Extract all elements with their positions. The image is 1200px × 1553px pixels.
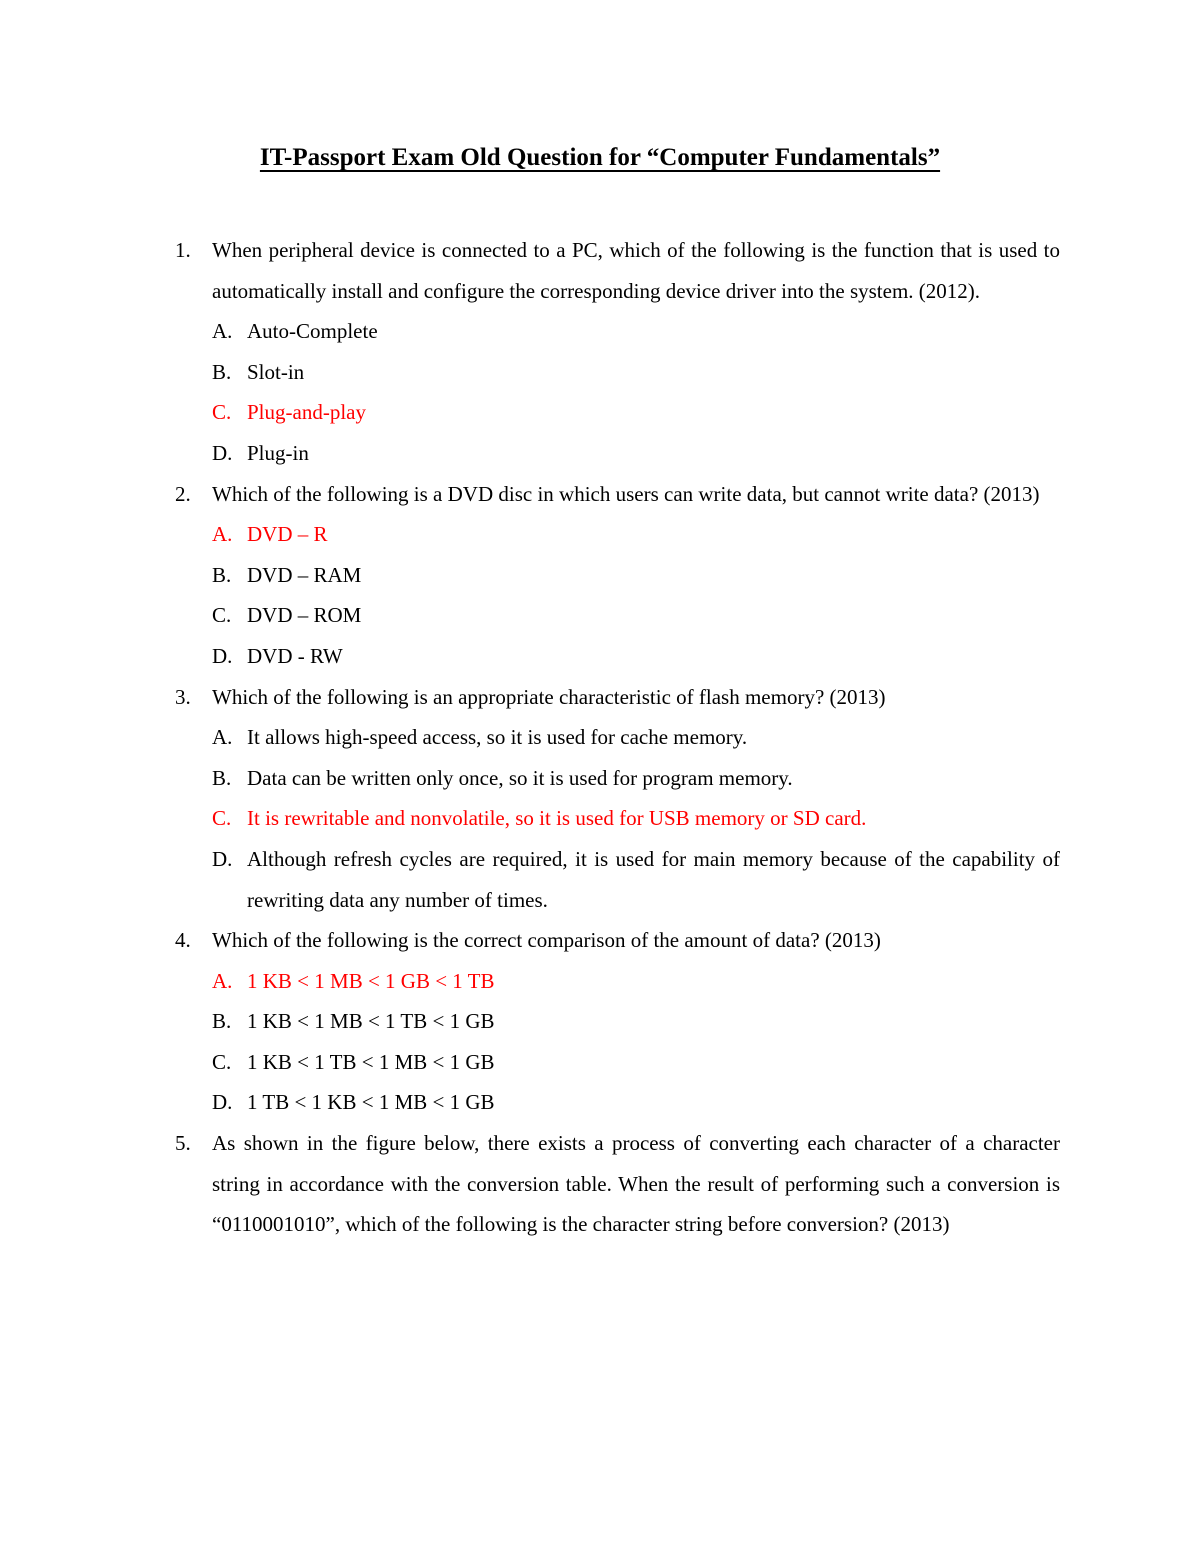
question-4 — [175, 920, 1060, 1123]
option-b — [212, 1001, 1060, 1042]
option-c — [212, 595, 1060, 636]
question-number: 3. — [175, 684, 191, 709]
option-d — [212, 839, 1060, 920]
option-letter: B. — [212, 765, 232, 790]
question-number: 2. — [175, 481, 191, 506]
option-letter: B. — [212, 359, 232, 384]
option-letter: A. — [212, 319, 233, 344]
option-text: It allows high-speed access, so it is used for cache memory. — [247, 725, 748, 750]
option-d — [212, 636, 1060, 677]
question-text: Which of the following is a DVD disc in which users can write data, but cannot write data? (2013) — [212, 481, 1040, 506]
option-c — [212, 1042, 1060, 1083]
option-text: 1 KB < 1 TB < 1 MB < 1 GB — [247, 1049, 495, 1074]
option-letter: C. — [212, 806, 232, 831]
option-letter: B. — [212, 562, 232, 587]
question-text: As shown in the figure below, there exists a process of converting each character of a character string in accordance with the conversion table. When the result of performing such a conversion is “0110001010”, which of the following is the character string before conversion? (2013) — [212, 1131, 1060, 1237]
option-text: DVD – ROM — [247, 603, 362, 628]
option-text: Plug-in — [247, 440, 309, 465]
option-text: DVD - RW — [247, 643, 343, 668]
question-list — [175, 230, 1060, 1245]
option-b — [212, 758, 1060, 799]
option-letter: D. — [212, 846, 233, 871]
question-number: 4. — [175, 928, 191, 953]
option-text: It is rewritable and nonvolatile, so it is used for USB memory or SD card. — [247, 806, 867, 831]
option-letter: C. — [212, 400, 232, 425]
question-number: 5. — [175, 1131, 191, 1156]
option-letter: D. — [212, 643, 233, 668]
option-text: Although refresh cycles are required, it is used for main memory because of the capability of rewriting data any number of times. — [247, 846, 1060, 912]
question-2 — [175, 474, 1060, 677]
option-text: 1 TB < 1 KB < 1 MB < 1 GB — [247, 1090, 495, 1115]
option-text: Data can be written only once, so it is used for program memory. — [247, 765, 793, 790]
option-text: Auto-Complete — [247, 319, 378, 344]
option-letter: B. — [212, 1009, 232, 1034]
option-text: Plug-and-play — [247, 400, 366, 425]
question-5 — [175, 1123, 1060, 1245]
option-letter: C. — [212, 603, 232, 628]
option-list — [212, 717, 1060, 920]
option-text: DVD – RAM — [247, 562, 362, 587]
option-letter: C. — [212, 1049, 232, 1074]
option-a-correct-answer — [212, 514, 1060, 555]
option-c-correct-answer — [212, 392, 1060, 433]
option-b — [212, 352, 1060, 393]
question-text: When peripheral device is connected to a PC, which of the following is the function that is used to automatically install and configure the corresponding device driver into the system. (2012). — [212, 238, 1060, 303]
question-3 — [175, 677, 1060, 921]
option-letter: D. — [212, 440, 233, 465]
option-letter: A. — [212, 522, 233, 547]
option-a — [212, 717, 1060, 758]
option-a — [212, 311, 1060, 352]
option-text: 1 KB < 1 MB < 1 TB < 1 GB — [247, 1009, 495, 1034]
option-list — [212, 514, 1060, 676]
option-letter: D. — [212, 1090, 233, 1115]
question-number: 1. — [175, 238, 191, 262]
option-text: 1 KB < 1 MB < 1 GB < 1 TB — [247, 968, 495, 993]
option-letter: A. — [212, 968, 233, 993]
option-text: Slot-in — [247, 359, 305, 384]
question-text: Which of the following is the correct comparison of the amount of data? (2013) — [212, 928, 881, 953]
option-letter: A. — [212, 725, 233, 750]
option-list — [212, 961, 1060, 1123]
option-c-correct-answer — [212, 798, 1060, 839]
option-b — [212, 555, 1060, 596]
option-list — [212, 311, 1060, 473]
option-text: DVD – R — [247, 522, 328, 547]
question-text: Which of the following is an appropriate characteristic of flash memory? (2013) — [212, 684, 886, 709]
option-d — [212, 433, 1060, 474]
option-d — [212, 1082, 1060, 1123]
document-title: IT-Passport Exam Old Question for “Computer Fundamentals” — [259, 144, 941, 171]
option-a-correct-answer — [212, 961, 1060, 1002]
question-1 — [175, 230, 1060, 474]
